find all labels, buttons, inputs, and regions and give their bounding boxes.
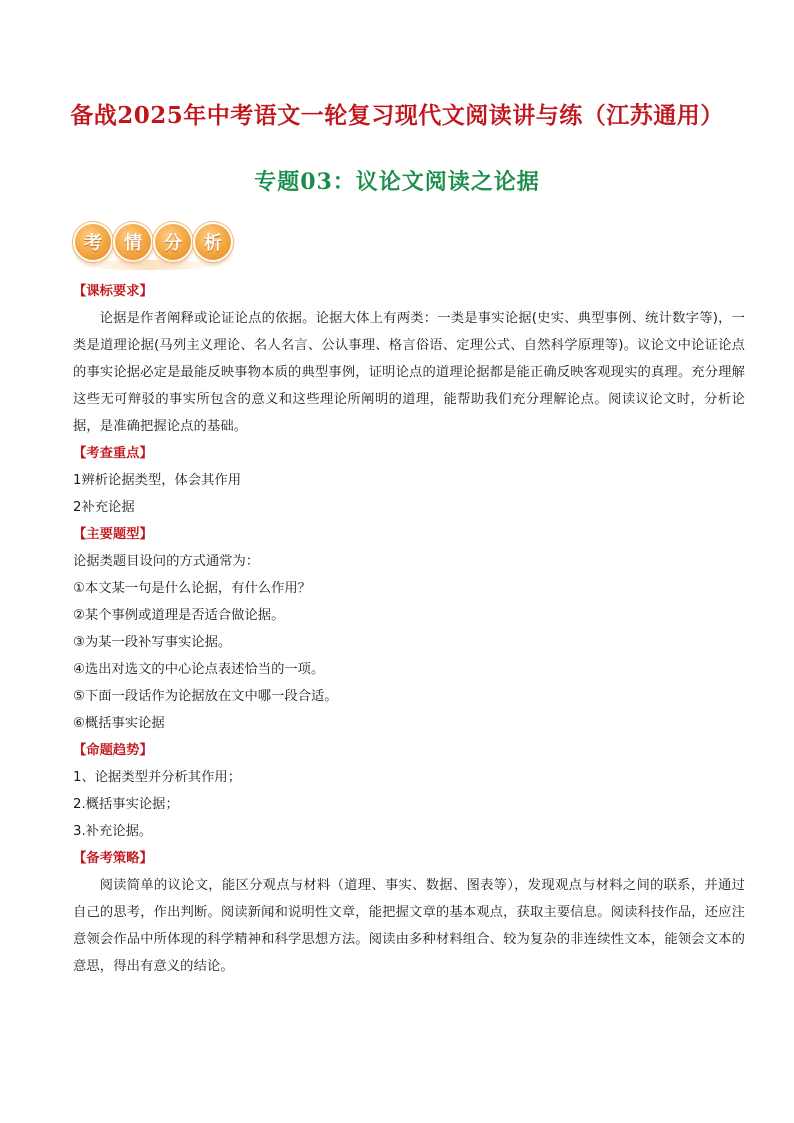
section-heading-zhongdian: 【考查重点】 [73,446,153,461]
qushi-item: 2.概括事实论据； [73,797,179,812]
document-title: 备战2025年中考语文一轮复习现代文阅读讲与练（江苏通用） [70,102,724,129]
badge-char-2: 情 [113,222,153,262]
kebiao-paragraph: 论据是作者阐释或论证论点的依据。论据大体上有两类：一类是事实论据(史实、典型事例、统计数字等)，一类是道理论据(马列主义理论、名人名言、公认事理、格言俗语、定理公式、自然科学原理等)。议论文中论证论点的事实论据必定是最能反映事物本质的典型事例，证明论点的道理论据都是能正确反映客观现实的真理。充分理解这些无可辩驳的事实所包含的意义和这些理论所阐明的道理，能帮助我们充分理解论点。阅读议论文时，分析论据，是准确把握论点的基础。 [73,311,745,434]
zhongdian-item: 1辨析论据类型，体会其作用 [73,473,242,488]
tixing-item: ②某个事例或道理是否适合做论据。 [73,608,285,623]
qushi-item: 1、论据类型并分析其作用； [73,770,242,785]
badge-char-4: 析 [193,222,233,262]
section-heading-tixing: 【主要题型】 [73,527,153,542]
tixing-intro: 论据类题目设问的方式通常为： [73,554,260,569]
document-subtitle: 专题03：议论文阅读之论据 [254,169,540,195]
badge-char-3: 分 [153,222,193,262]
zhongdian-item: 2补充论据 [73,500,135,515]
tixing-item: ⑥概括事实论据 [73,716,165,731]
analysis-badge [73,222,233,272]
section-heading-celue: 【备考策略】 [73,851,153,866]
badge-shadow-decoration [79,260,219,270]
section-heading-qushi: 【命题趋势】 [73,743,153,758]
badge-char-1: 考 [73,222,113,262]
tixing-item: ③为某一段补写事实论据。 [73,635,232,650]
celue-paragraph: 阅读简单的议论文，能区分观点与材料（道理、事实、数据、图表等），发现观点与材料之间的联系，并通过自己的思考，作出判断。阅读新闻和说明性文章，能把握文章的基本观点，获取主要信息。阅读科技作品，还应注意领会作品中所体现的科学精神和科学思想方法。阅读由多种材料组合、较为复杂的非连续性文本，能领会文本的意思，得出有意义的结论。 [73,878,745,974]
tixing-item: ④选出对选文的中心论点表述恰当的一项。 [73,662,325,677]
main-content [73,278,745,980]
qushi-item: 3.补充论据。 [73,824,153,839]
section-heading-kebiao: 【课标要求】 [73,284,153,299]
tixing-item: ①本文某一句是什么论据，有什么作用？ [73,581,311,596]
tixing-item: ⑤下面一段话作为论据放在文中哪一段合适。 [73,689,338,704]
